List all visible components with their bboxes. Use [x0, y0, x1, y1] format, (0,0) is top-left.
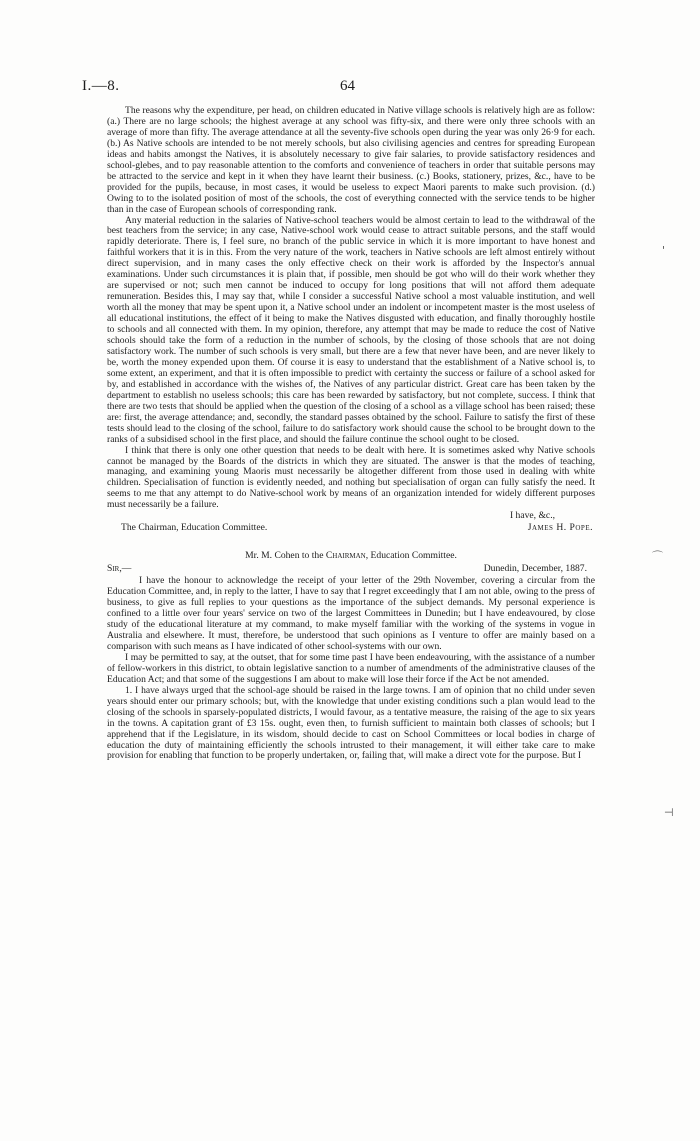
- salutation: Sir,—: [107, 563, 132, 575]
- margin-tick-mark: ': [662, 244, 666, 257]
- cohen-letter-heading: [107, 551, 595, 562]
- heading-prefix: Mr. M. Cohen to the: [245, 550, 324, 562]
- pope-paragraph-1: The reasons why the expenditure, per head, on children educated in Native village schools is relatively high are as follow: (a.) There are no large schools; the highest average at any school was fifty-six, and there were only three schools with an average of more than fifty. The average attendance at all the seventy-five schools open during the year was only 26·9 for each. (b.) As Native schools are intended to be not merely schools, but also civilising agencies and centres for spreading European ideas and habits amongst the Natives, it is absolutely necessary to give fair salaries, to provide satisfactory residences and school-glebes, and to pay reasonable attention to the comforts and convenience of teachers in order that suitable persons may be attracted to the service and kept in it when they have learnt their business. (c.) Books, stationery, prizes, &c., have to be provided for the pupils, because, in most cases, it would be useless to expect Maori parents to make such provision. (d.) Owing to to the isolated position of most of the schools, the cost of everything connected with the service tends to be higher than in the case of European schools of corresponding rank.: [107, 105, 595, 215]
- page-number: 64: [340, 78, 355, 94]
- pope-letter-closing: [107, 511, 595, 537]
- signature: James H. Pope.: [527, 522, 593, 534]
- cohen-paragraph-1: I have the honour to acknowledge the receipt of your letter of the 29th November, covering a circular from the Education Committee, and, in reply to the latter, I have to say that I regret exceedingly that I am not able, owing to the press of business, to give as full replies to your questions as the importance of the subject demands. My personal experience is confined to a little over four years' service on two of the largest Committees in Dunedin; but I have endeavoured, by close study of the educational literature at my command, to make myself familiar with the working of the systems in vogue in Australia and elsewhere. It must, therefore, be understood that such opinions as I venture to offer are mainly based on a comparison with such means as I have indicated of other school-systems with our own.: [107, 575, 595, 652]
- page-body: [107, 106, 595, 762]
- page-header: [82, 78, 602, 98]
- heading-title: Chairman: [325, 550, 366, 562]
- salutation-row: [107, 564, 595, 576]
- addressee: The Chairman, Education Committee.: [121, 522, 268, 534]
- heading-suffix: , Education Committee.: [365, 550, 457, 562]
- pope-paragraph-2: Any material reduction in the salaries of Native-school teachers would be almost certain to lead to the withdrawal of the best teachers from the service; in any case, Native-school work would cease to attract suitable persons, and the staff would rapidly deteriorate. There is, I feel sure, no branch of the public service in which it is more important to have honest and faithful workers that it is in this. From the very nature of the work, teachers in Native schools are left almost entirely without direct supervision, and in many cases the only effective check on their work is afforded by the Inspector's annual examinations. Under such circumstances it is plain that, if possible, men should be got who will do their work whether they are supervised or not; such men cannot be induced to occupy for long positions that will not afford them adequate remuneration. Besides this, I may say that, while I consider a successful Native school a most valuable institution, and well worth all the money that may be spent upon it, a Native school under an indolent or incompetent master is the most useless of all educational institutions, the effect of it being to make the Natives disgusted with education, and finally thoroughly hostile to schools and all connected with them. In my opinion, therefore, any attempt that may be made to reduce the cost of Native schools should take the form of a reduction in the number of schools, by the closing of those schools that are not doing satisfactory work. The number of such schools is very small, but there are a few that never have been, and are never likely to be, worth the money expended upon them. Of course it is easy to understand that the establishment of a Native school is, to some extent, an experiment, and that it is often impossible to predict with certainty the success or failure of a school asked for by, and established in accordance with the wishes of, the Natives of any particular district. Great care has been taken by the department to establish no useless schools; this care has been rewarded by satisfactory, but not complete, success. I think that there are two tests that should be applied when the question of the closing of a school as a village school has been raised; these are: first, the average attendance; and, secondly, the standard passes obtained by the school. Failure to satisfy the first of these tests should lead to the closing of the school, failure to do satisfactory work should cause the school to be brought down to the ranks of a subsidised school in the first place, and should the failure continue the school ought to be closed.: [107, 214, 595, 445]
- closing-phrase: I have, &c.,: [509, 510, 555, 522]
- margin-bracket-mark: ⌒: [652, 550, 663, 563]
- margin-edge-mark: ⊣: [664, 806, 674, 819]
- pope-paragraph-3: I think that there is only one other question that needs to be dealt with here. It is sometimes asked why Native schools cannot be managed by the Boards of the districts in which they are situated. The answer is that the modes of teaching, managing, and examining young Maoris must necessarily be altogether different from those used in dealing with white children. Specialisation of function is evidently needed, and nothing but specialisation of organ can fully satisfy the need. It seems to me that any attempt to do Native-school work by means of an organization intended for widely different purposes must necessarily be a failure.: [107, 444, 595, 511]
- dateline: Dunedin, December, 1887.: [483, 563, 587, 575]
- parliamentary-paper-reference: I.—8.: [82, 78, 120, 94]
- cohen-paragraph-2: I may be permitted to say, at the outset, that for some time past I have been endeavouring, with the assistance of a number of fellow-workers in this district, to obtain legislative sanction to a number of amendments of the administrative clauses of the Education Act; and that some of the suggestions I am about to make will lose their force if the Act be not amended.: [107, 651, 595, 685]
- cohen-paragraph-3: 1. I have always urged that the school-age should be raised in the large towns. I am of opinion that no child under seven years should enter our primary schools; but, with the knowledge that under existing conditions such a plan would lead to the closing of the schools in sparsely-populated districts, I would favour, as a tentative measure, the raising of the age to six years in the towns. A capitation grant of £3 15s. ought, even then, to furnish sufficient to maintain both classes of schools; but I apprehend that if the Legislature, in its wisdom, should decide to cast on School Committees or local bodies in charge of education the duty of maintaining efficiently the schools intrusted to their management, it will either take care to make provision for enabling that function to be properly undertaken, or, failing that, will make a direct vote for the purpose. But I: [107, 684, 595, 762]
